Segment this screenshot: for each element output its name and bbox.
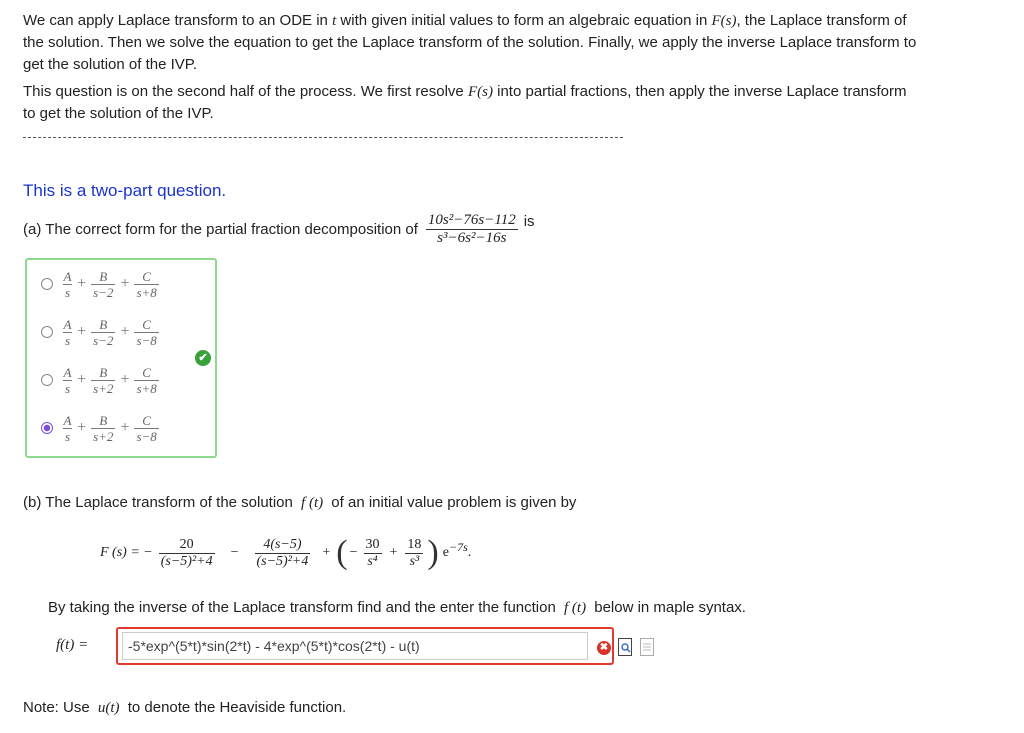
part-a-prompt: [23, 212, 535, 247]
option-3[interactable]: [41, 362, 159, 398]
option-term-b: [91, 413, 115, 444]
term-num: B: [99, 268, 108, 284]
plus-sign: +: [77, 371, 87, 388]
eq-exp-base: e: [442, 545, 449, 560]
option-radio[interactable]: [41, 422, 53, 434]
eq-lhs: F (s) = −: [100, 545, 153, 560]
intro-paragraph-1: [23, 10, 963, 76]
note-text: Note: Use: [23, 699, 90, 716]
term-1: [159, 537, 215, 570]
help-document-icon[interactable]: [640, 638, 654, 656]
intro-paragraph-2: [23, 81, 963, 125]
term-den: s−8: [136, 428, 157, 444]
term-num: C: [142, 316, 151, 332]
term-den: s: [65, 332, 71, 348]
term-2: [255, 537, 311, 570]
two-part-heading: This is a two-part question.: [23, 181, 227, 200]
term-den: s−2: [93, 284, 114, 300]
note: [23, 699, 346, 717]
intro-text: with given initial values to form an algebraic equation in: [340, 12, 708, 29]
intro-text: , the Laplace transform of: [736, 12, 907, 29]
intro-text: get the solution of the IVP.: [23, 56, 198, 73]
term-den: s: [65, 428, 71, 444]
plus-sign: +: [77, 323, 87, 340]
eq-rparen: ): [427, 534, 439, 571]
math-f-t: f (t): [563, 600, 587, 616]
answer-label: f(t) =: [56, 637, 89, 653]
option-term-b: [91, 269, 115, 300]
option-radio[interactable]: [41, 278, 53, 290]
term-num: B: [99, 412, 108, 428]
math-f-t: f (t): [301, 495, 324, 511]
term-num: C: [142, 412, 151, 428]
option-term-c: [134, 365, 158, 396]
plus-sign: +: [120, 323, 130, 340]
term-num: A: [63, 316, 72, 332]
part-b-prompt: [23, 494, 576, 512]
term-3b-num: 18: [407, 536, 422, 552]
plus-sign: +: [77, 275, 87, 292]
plus-sign: +: [120, 419, 130, 436]
option-4[interactable]: [41, 410, 159, 446]
note-text: to denote the Heaviside function.: [127, 699, 347, 716]
fraction-numerator: 10s²−76s−112: [427, 212, 516, 228]
term-num: A: [63, 364, 72, 380]
part-a-suffix: is: [523, 213, 535, 230]
term-num: A: [63, 412, 72, 428]
term-num: C: [142, 268, 151, 284]
decomposition-fraction: [426, 212, 518, 247]
term-3b: [405, 537, 423, 570]
term-num: B: [99, 364, 108, 380]
term-den: s: [65, 380, 71, 396]
instruction: [48, 599, 746, 617]
option-term-a: [63, 413, 72, 444]
eq-minus: −: [230, 545, 239, 560]
preview-icon[interactable]: [618, 638, 632, 656]
term-num: C: [142, 364, 151, 380]
plus-sign: +: [77, 419, 87, 436]
term-num: A: [63, 268, 72, 284]
intro-text: the solution. Then we solve the equation to get the Laplace transform of the solution. Finally, we apply the inverse Laplace transform to: [23, 34, 917, 51]
term-3a-den: s⁴: [364, 553, 382, 570]
intro-text: into partial fractions, then apply the inverse Laplace transform: [497, 83, 907, 100]
option-term-b: [91, 317, 115, 348]
eq-lparen: (: [336, 534, 348, 571]
intro-text: to get the solution of the IVP.: [23, 105, 214, 122]
option-term-b: [91, 365, 115, 396]
answer-field-border: [116, 627, 614, 665]
option-1[interactable]: [41, 266, 159, 302]
instruction-text: By taking the inverse of the Laplace transform find and the enter the function: [48, 599, 556, 616]
plus-sign: +: [120, 275, 130, 292]
eq-minus: −: [349, 545, 358, 560]
option-term-a: [63, 365, 72, 396]
option-term-c: [134, 317, 158, 348]
option-term-c: [134, 269, 158, 300]
fraction-denominator: s³−6s²−16s: [426, 229, 518, 247]
option-radio[interactable]: [41, 374, 53, 386]
term-den: s+8: [136, 380, 157, 396]
term-den: s+2: [93, 380, 114, 396]
term-den: s−8: [136, 332, 157, 348]
options-group: [25, 258, 217, 458]
term-3a-num: 30: [365, 536, 380, 552]
eq-end: .: [467, 545, 472, 560]
term-3a: [364, 537, 382, 570]
divider: [23, 137, 623, 138]
eq-plus: +: [322, 545, 331, 560]
option-2[interactable]: [41, 314, 159, 350]
option-term-c: [134, 413, 158, 444]
part-b-prompt-text: of an initial value problem is given by: [331, 494, 577, 511]
math-u-t: u(t): [97, 700, 120, 716]
term-2-den: (s−5)²+4: [256, 553, 309, 569]
eq-exp-power: −7s: [448, 539, 468, 554]
intro-text: We can apply Laplace transform to an ODE in: [23, 12, 328, 29]
intro-text: This question is on the second half of the process. We first resolve: [23, 83, 464, 100]
answer-input[interactable]: -5*exp^(5*t)*sin(2*t) - 4*exp^(5*t)*cos(2*t) - u(t): [122, 632, 588, 660]
correct-check-icon: ✔: [195, 350, 211, 366]
option-radio[interactable]: [41, 326, 53, 338]
incorrect-x-icon: ✖: [597, 641, 611, 655]
term-den: s+2: [93, 428, 114, 444]
math-t: t: [332, 13, 337, 29]
part-b-prompt-text: (b) The Laplace transform of the solution: [23, 494, 293, 511]
term-3b-den: s³: [405, 553, 423, 570]
term-den: s−2: [93, 332, 114, 348]
math-F-s: F(s): [467, 84, 493, 100]
instruction-text: below in maple syntax.: [594, 599, 746, 616]
eq-plus: +: [389, 545, 398, 560]
laplace-equation: [100, 534, 471, 572]
part-a-prompt-text: (a) The correct form for the partial fraction decomposition of: [23, 221, 418, 238]
term-num: B: [99, 316, 108, 332]
math-F-s: F(s): [711, 13, 737, 29]
term-2-num: 4(s−5): [263, 536, 302, 552]
plus-sign: +: [120, 371, 130, 388]
term-den: s: [65, 284, 71, 300]
term-1-den: (s−5)²+4: [160, 553, 213, 569]
option-term-a: [63, 269, 72, 300]
option-term-a: [63, 317, 72, 348]
term-1-num: 20: [179, 536, 194, 552]
term-den: s+8: [136, 284, 157, 300]
